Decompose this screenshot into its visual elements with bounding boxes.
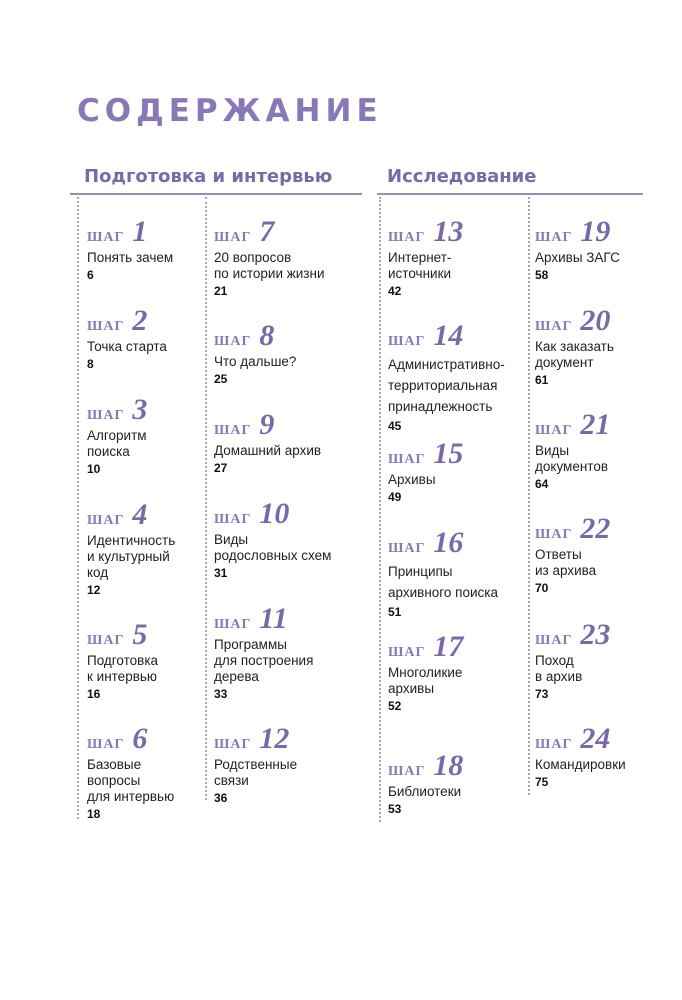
entry-title-line: дерева [214, 669, 259, 684]
entry-title-line: Родственные [214, 757, 298, 772]
step-number: 20 [580, 304, 611, 337]
entry-title-line: код [87, 565, 109, 580]
entry-title [535, 653, 682, 685]
step-label: ШАГ [214, 230, 252, 245]
step-label: ШАГ [535, 527, 573, 542]
step-number: 11 [259, 602, 288, 635]
entry-title-line: принадлежность [388, 399, 493, 414]
step-number: 6 [132, 722, 148, 755]
entry-title-line: в архив [535, 669, 583, 684]
entry-title-line: Административно- [388, 357, 505, 372]
toc-entry [535, 722, 682, 789]
entry-title-line: Командировки [535, 757, 626, 772]
page-number: 10 [87, 462, 101, 476]
entry-title-line: Базовые [87, 757, 142, 772]
entry-title-line: связи [214, 773, 249, 788]
entry-title-line: Подготовка [87, 653, 159, 668]
step-label: ШАГ [214, 737, 252, 752]
step-number: 18 [433, 749, 464, 782]
entry-title-line: Принципы [388, 564, 453, 579]
entry-title-line: Многоликие [388, 665, 463, 680]
toc-entry [535, 215, 682, 282]
step-number: 9 [259, 408, 275, 441]
step-number: 14 [433, 319, 464, 352]
step-label: ШАГ [87, 737, 125, 752]
toc-entry [388, 526, 538, 619]
step-number: 16 [433, 526, 464, 559]
page-number: 75 [535, 775, 549, 789]
step-header [214, 215, 364, 248]
entry-title-line: Виды [535, 443, 570, 458]
entry-title-line: Алгоритм [87, 428, 147, 443]
step-header [535, 512, 682, 545]
section-heading-research: Исследование [387, 166, 537, 187]
step-number: 10 [259, 497, 290, 530]
step-number: 4 [132, 498, 148, 531]
step-label: ШАГ [87, 408, 125, 423]
entry-title [535, 757, 682, 773]
entry-title [214, 637, 364, 685]
entry-title-line: источники [388, 266, 452, 281]
page-number: 21 [214, 284, 228, 298]
page-number: 25 [214, 372, 228, 386]
entry-title [388, 472, 538, 488]
entry-title-line: Что дальше? [214, 354, 297, 369]
entry-title [535, 443, 682, 475]
toc-entry [388, 749, 538, 816]
step-label: ШАГ [535, 423, 573, 438]
page-number: 64 [535, 477, 549, 491]
toc-entry [535, 408, 682, 491]
entry-title [388, 354, 538, 417]
step-label: ШАГ [87, 230, 125, 245]
section-rule-preparation [70, 193, 362, 195]
page-number: 53 [388, 802, 402, 816]
page-number: 12 [87, 583, 101, 597]
entry-title [535, 250, 682, 266]
toc-entry [535, 618, 682, 701]
entry-title-line: Идентичность [87, 533, 176, 548]
step-number: 1 [132, 215, 148, 248]
toc-entry [214, 215, 364, 298]
step-label: ШАГ [388, 764, 426, 779]
entry-title [388, 561, 538, 603]
step-label: ШАГ [535, 230, 573, 245]
page-number: 58 [535, 268, 549, 282]
page-number: 33 [214, 687, 228, 701]
entry-title-line: документов [535, 459, 608, 474]
page-number: 51 [388, 605, 402, 619]
step-header [535, 304, 682, 337]
step-header [535, 618, 682, 651]
step-header [388, 749, 538, 782]
step-number: 24 [580, 722, 611, 755]
entry-title-line: Как заказать [535, 339, 614, 354]
step-label: ШАГ [214, 512, 252, 527]
toc-entry [388, 437, 538, 504]
step-label: ШАГ [388, 452, 426, 467]
step-header [535, 722, 682, 755]
step-header [214, 602, 364, 635]
step-number: 23 [580, 618, 611, 651]
entry-title [535, 547, 682, 579]
entry-title-line: Понять зачем [87, 250, 174, 265]
entry-title-line: архивного поиска [388, 585, 498, 600]
entry-title [214, 443, 364, 459]
step-label: ШАГ [214, 423, 252, 438]
section-rule-research [377, 193, 643, 195]
step-header [214, 497, 364, 530]
step-label: ШАГ [388, 230, 426, 245]
entry-title-line: Ответы [535, 547, 582, 562]
step-label: ШАГ [87, 513, 125, 528]
step-label: ШАГ [214, 334, 252, 349]
page-number: 16 [87, 687, 101, 701]
step-header [214, 408, 364, 441]
page-number: 36 [214, 791, 228, 805]
page-number: 70 [535, 581, 549, 595]
entry-title [214, 532, 364, 564]
step-number: 8 [259, 319, 275, 352]
entry-title-line: Архивы ЗАГС [535, 250, 620, 265]
step-header [388, 319, 538, 352]
entry-title-line: поиска [87, 444, 130, 459]
page-number: 61 [535, 373, 549, 387]
page-number: 31 [214, 566, 228, 580]
step-number: 13 [433, 215, 464, 248]
step-header [388, 215, 538, 248]
step-header [388, 526, 538, 559]
entry-title [214, 250, 364, 282]
step-header [535, 215, 682, 248]
step-number: 7 [259, 215, 275, 248]
toc-entry [214, 602, 364, 701]
entry-title [388, 250, 538, 282]
entry-title [535, 339, 682, 371]
column-divider [77, 197, 79, 819]
step-header [214, 319, 364, 352]
toc-entry [214, 408, 364, 475]
entry-title-line: Интернет- [388, 250, 452, 265]
step-label: ШАГ [388, 541, 426, 556]
page-number: 8 [87, 357, 94, 371]
step-label: ШАГ [388, 645, 426, 660]
step-number: 3 [132, 393, 148, 426]
entry-title [388, 784, 538, 800]
toc-entry [388, 630, 538, 713]
entry-title-line: Архивы [388, 472, 436, 487]
page-number: 73 [535, 687, 549, 701]
step-number: 15 [433, 437, 464, 470]
entry-title-line: по истории жизни [214, 266, 325, 281]
step-number: 12 [259, 722, 290, 755]
page-number: 52 [388, 699, 402, 713]
step-number: 21 [580, 408, 611, 441]
column-divider [379, 197, 381, 822]
toc-entry [535, 304, 682, 387]
page-number: 18 [87, 807, 101, 821]
step-label: ШАГ [87, 319, 125, 334]
page-title: СОДЕРЖАНИЕ [77, 93, 383, 129]
page-number: 42 [388, 284, 402, 298]
toc-entry [214, 722, 364, 805]
step-number: 2 [132, 304, 148, 337]
toc-entry [214, 497, 364, 580]
step-header [388, 630, 538, 663]
entry-title-line: из архива [535, 563, 597, 578]
entry-title-line: Поход [535, 653, 574, 668]
entry-title-line: вопросы [87, 773, 141, 788]
step-number: 17 [433, 630, 464, 663]
entry-title [388, 665, 538, 697]
entry-title-line: архивы [388, 681, 435, 696]
column-divider [205, 197, 207, 800]
entry-title [214, 757, 364, 789]
entry-title [214, 354, 364, 370]
entry-title-line: документ [535, 355, 594, 370]
entry-title-line: для построения [214, 653, 314, 668]
step-number: 22 [580, 512, 611, 545]
step-header [388, 437, 538, 470]
entry-title-line: к интервью [87, 669, 158, 684]
entry-title-line: 20 вопросов [214, 250, 292, 265]
entry-title-line: Программы [214, 637, 287, 652]
step-label: ШАГ [87, 633, 125, 648]
toc-entry [214, 319, 364, 386]
step-label: ШАГ [535, 319, 573, 334]
step-number: 5 [132, 618, 148, 651]
entry-title-line: Домашний архив [214, 443, 322, 458]
entry-title-line: родословных схем [214, 548, 332, 563]
page-number: 27 [214, 461, 228, 475]
page-number: 49 [388, 490, 402, 504]
page-number: 45 [388, 419, 402, 433]
entry-title-line: территориальная [388, 378, 498, 393]
step-header [214, 722, 364, 755]
entry-title-line: Библиотеки [388, 784, 462, 799]
toc-entry [388, 215, 538, 298]
entry-title-line: и культурный [87, 549, 170, 564]
step-header [535, 408, 682, 441]
step-label: ШАГ [535, 737, 573, 752]
entry-title-line: для интервью [87, 789, 175, 804]
toc-entry [535, 512, 682, 595]
step-number: 19 [580, 215, 611, 248]
toc-entry [388, 319, 538, 433]
step-label: ШАГ [535, 633, 573, 648]
step-label: ШАГ [214, 617, 252, 632]
step-label: ШАГ [388, 334, 426, 349]
page-number: 6 [87, 268, 94, 282]
entry-title-line: Точка старта [87, 339, 167, 354]
section-heading-preparation: Подготовка и интервью [84, 166, 333, 187]
entry-title-line: Виды [214, 532, 249, 547]
